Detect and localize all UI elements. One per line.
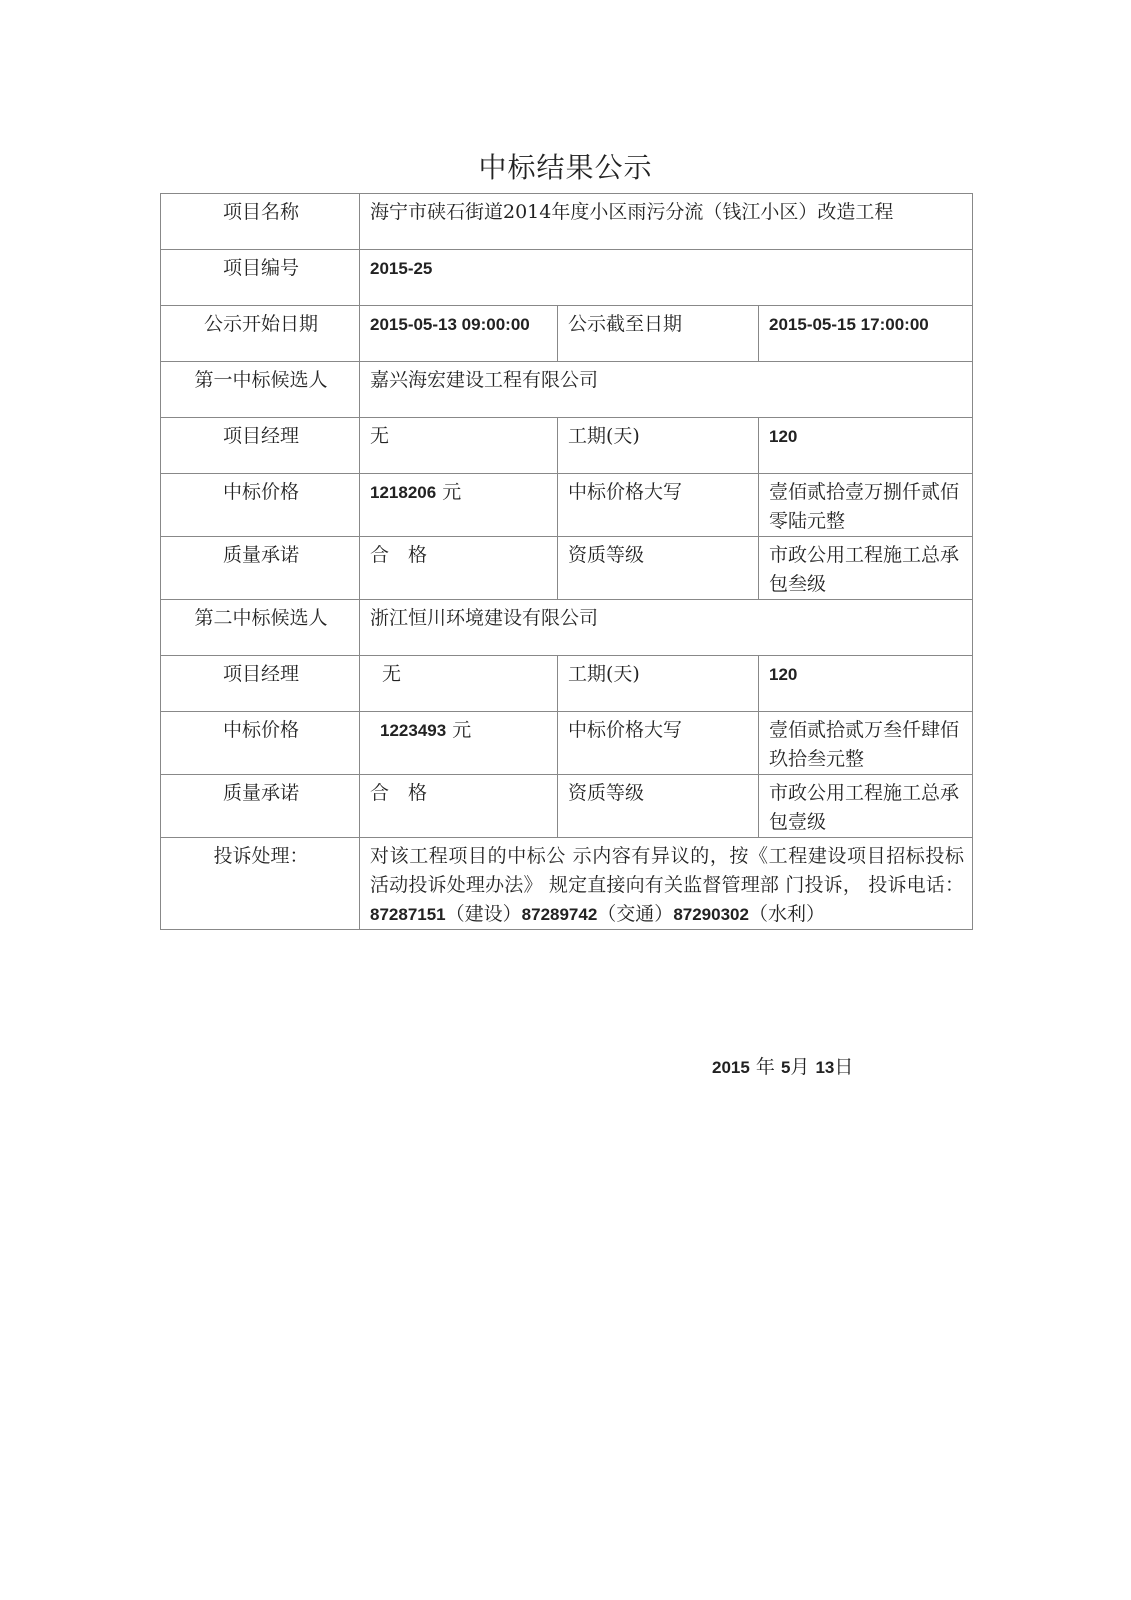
candidate-2-manager-label: 项目经理 <box>161 656 360 712</box>
candidate-2-qualification-label: 资质等级 <box>558 775 759 838</box>
start-date-value: 2015-05-13 09:00:00 <box>360 306 558 362</box>
candidate-2-quality-label: 质量承诺 <box>161 775 360 838</box>
candidate-1-manager-value: 无 <box>360 418 558 474</box>
candidate-2-price-upper-value: 壹佰贰拾贰万叁仟肆佰玖拾叁元整 <box>759 712 973 775</box>
candidate-1-quality-value: 合 格 <box>360 537 558 600</box>
candidate-2-manager-value: 无 <box>360 656 558 712</box>
candidate-1-price-upper-value: 壹佰贰拾壹万捌仟贰佰零陆元整 <box>759 474 973 537</box>
candidate-2-quality-row <box>161 775 973 838</box>
candidate-2-price-row <box>161 712 973 775</box>
publicity-dates-row <box>161 306 973 362</box>
candidate-1-price-unit: 元 <box>442 481 462 503</box>
project-name-row <box>161 194 973 250</box>
candidate-2-price-upper-label: 中标价格大写 <box>558 712 759 775</box>
complaint-dept-2: （交通） <box>597 903 674 925</box>
footer-day: 13 <box>815 1058 835 1077</box>
candidate-1-rank-label: 第一中标候选人 <box>161 362 360 418</box>
footer-year: 2015 <box>712 1058 750 1077</box>
candidate-2-price-label: 中标价格 <box>161 712 360 775</box>
candidate-2-rank-label: 第二中标候选人 <box>161 600 360 656</box>
complaint-phone-3: 87290302 <box>673 905 749 924</box>
start-date-label: 公示开始日期 <box>161 306 360 362</box>
candidate-1-manager-label: 项目经理 <box>161 418 360 474</box>
candidate-1-price-upper-label: 中标价格大写 <box>558 474 759 537</box>
candidate-2-quality-value: 合 格 <box>360 775 558 838</box>
footer-date <box>712 1052 853 1079</box>
complaint-label: 投诉处理： <box>161 838 360 930</box>
project-name-label: 项目名称 <box>161 194 360 250</box>
page-title: 中标结果公示 <box>478 151 653 184</box>
candidate-2-qualification-value: 市政公用工程施工总承包壹级 <box>759 775 973 838</box>
complaint-phone-2: 87289742 <box>521 905 598 924</box>
candidate-2-company: 浙江恒川环境建设有限公司 <box>360 600 973 656</box>
footer-day-char: 日 <box>834 1056 854 1078</box>
end-date-value: 2015-05-15 17:00:00 <box>759 306 973 362</box>
complaint-dept-1: （建设） <box>445 903 522 925</box>
project-code-value: 2015-25 <box>360 250 973 306</box>
candidate-1-qualification-label: 资质等级 <box>558 537 759 600</box>
project-code-label: 项目编号 <box>161 250 360 306</box>
footer-month: 5 <box>780 1058 791 1077</box>
candidate-1-company: 嘉兴海宏建设工程有限公司 <box>360 362 973 418</box>
candidate-2-price-value <box>360 712 558 775</box>
candidate-1-duration-label: 工期(天) <box>558 418 759 474</box>
candidate-2-manager-row <box>161 656 973 712</box>
footer-month-char: 月 <box>790 1056 810 1078</box>
project-name-value: 海宁市硖石街道2014年度小区雨污分流（钱江小区）改造工程 <box>360 194 973 250</box>
candidate-2-row <box>161 600 973 656</box>
complaint-row <box>161 838 973 930</box>
candidate-1-price-value <box>360 474 558 537</box>
candidate-1-quality-label: 质量承诺 <box>161 537 360 600</box>
project-code-row <box>161 250 973 306</box>
candidate-2-price-number: 1223493 <box>380 721 447 740</box>
candidate-1-duration-value: 120 <box>759 418 973 474</box>
candidate-1-price-number: 1218206 <box>370 483 437 502</box>
award-notice-table <box>160 193 973 930</box>
candidate-1-manager-row <box>161 418 973 474</box>
complaint-text <box>360 838 973 930</box>
candidate-1-row <box>161 362 973 418</box>
footer-year-char: 年 <box>755 1056 775 1078</box>
candidate-2-duration-label: 工期(天) <box>558 656 759 712</box>
end-date-label: 公示截至日期 <box>558 306 759 362</box>
candidate-1-quality-row <box>161 537 973 600</box>
candidate-2-price-unit: 元 <box>452 719 472 741</box>
candidate-1-qualification-value: 市政公用工程施工总承包叁级 <box>759 537 973 600</box>
candidate-2-duration-value: 120 <box>759 656 973 712</box>
candidate-1-price-label: 中标价格 <box>161 474 360 537</box>
complaint-phone-1: 87287151 <box>370 905 446 924</box>
complaint-body: 对该工程项目的中标公 示内容有异议的，按《工程建设项目招标投标活动投诉处理办法》 规定直接向有关监督管理部 门投诉， 投诉电话： <box>370 845 965 896</box>
complaint-dept-3: （水利） <box>748 903 825 925</box>
candidate-1-price-row <box>161 474 973 537</box>
